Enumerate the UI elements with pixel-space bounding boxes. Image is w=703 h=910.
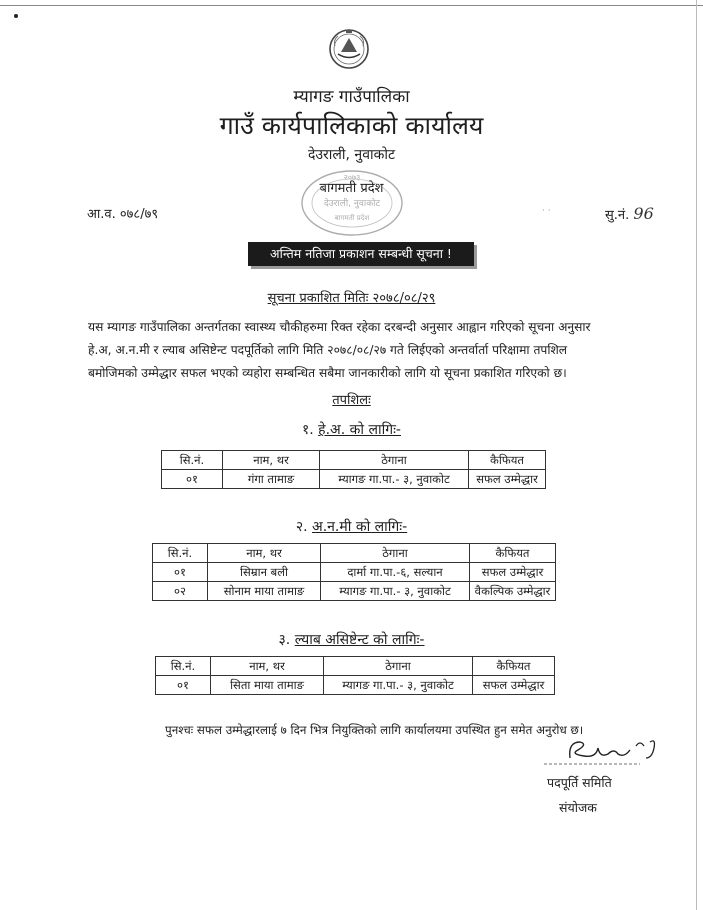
column-header: नाम, थर bbox=[208, 544, 321, 563]
column-header: ठेगाना bbox=[324, 657, 473, 676]
government-emblem-icon bbox=[327, 26, 371, 70]
reference-value: 96 bbox=[633, 204, 654, 223]
notice-body bbox=[88, 316, 615, 385]
table-cell: ०२ bbox=[153, 582, 208, 601]
section-label: हे.अ. को लागिः- bbox=[318, 422, 401, 438]
section-label: अ.न.मी को लागिः- bbox=[312, 519, 408, 535]
office-seal-stamp bbox=[298, 168, 406, 238]
results-table-lab-assistant bbox=[155, 656, 555, 695]
postscript-note: पुनश्चः सफल उम्मेद्धारलाई ७ दिन भित्र नियुक्तिको लागि कार्यालयमा उपस्थित हुन समेत अनुरोध छ। bbox=[165, 723, 584, 737]
section-title-health-assistant bbox=[0, 420, 703, 439]
published-date: सूचना प्रकाशित मितिः २०७८/०८/२९ bbox=[267, 291, 436, 306]
details-heading: तपशिलः bbox=[332, 393, 371, 408]
province-name: बागमती प्रदेश bbox=[319, 181, 384, 196]
office-address: देउराली, नुवाकोट bbox=[307, 147, 396, 163]
scan-specks: · · bbox=[542, 206, 551, 216]
table-cell: सिता माया तामाङ bbox=[211, 676, 324, 695]
column-header: ठेगाना bbox=[321, 544, 470, 563]
results-table-health-assistant bbox=[161, 450, 546, 489]
table-cell: सोनाम माया तामाङ bbox=[208, 582, 321, 601]
table-cell: दार्मा गा.पा.-६, सल्यान bbox=[321, 563, 470, 582]
table-row bbox=[153, 563, 556, 582]
notice-body-line: यस म्यागङ गाउँपालिका अन्तर्गतका स्वास्थ्य चौकीहरुमा रिक्त रहेका दरबन्दी अनुसार आह्वान गरिएको सूचना अनुसार bbox=[88, 320, 591, 334]
table-cell: म्यागङ गा.पा.- ३, नुवाकोट bbox=[320, 470, 469, 489]
table-header-row bbox=[162, 451, 546, 470]
results-table-anm bbox=[152, 543, 556, 601]
table-cell: सफल उम्मेद्धार bbox=[470, 563, 556, 582]
table-header-row bbox=[153, 544, 556, 563]
column-header: सि.नं. bbox=[162, 451, 223, 470]
table-cell: सफल उम्मेद्धार bbox=[473, 676, 555, 695]
table-cell: सफल उम्मेद्धार bbox=[469, 470, 546, 489]
column-header: कैफियत bbox=[470, 544, 556, 563]
notice-title-box: अन्तिम नतिजा प्रकाशन सम्बन्धी सूचना ! bbox=[248, 242, 474, 266]
fiscal-year: आ.व. ०७८/७९ bbox=[87, 207, 159, 222]
table-cell: गंगा तामाङ bbox=[223, 470, 320, 489]
committee-name: पदपूर्ति समिति bbox=[547, 775, 612, 790]
column-header: सि.नं. bbox=[156, 657, 211, 676]
column-header: सि.नं. bbox=[153, 544, 208, 563]
table-row bbox=[153, 582, 556, 601]
column-header: ठेगाना bbox=[320, 451, 469, 470]
section-number: १. bbox=[301, 422, 314, 438]
column-header: कैफियत bbox=[469, 451, 546, 470]
stamp-province: बागमती प्रदेश bbox=[334, 214, 370, 222]
table-row bbox=[156, 676, 555, 695]
table-cell: वैकल्पिक उम्मेद्धार bbox=[470, 582, 556, 601]
notice-body-line: बमोजिमको उम्मेद्धार सफल भएको व्यहोरा सम्बन्धित सबैमा जानकारीको लागि यो सूचना प्रकाशित गरिएको छ। bbox=[88, 366, 567, 380]
column-header: नाम, थर bbox=[211, 657, 324, 676]
scan-top-edge bbox=[0, 5, 703, 6]
table-cell: ०१ bbox=[162, 470, 223, 489]
table-cell: म्यागङ गा.पा.- ३, नुवाकोट bbox=[321, 582, 470, 601]
section-label: ल्याब असिष्टेन्ट को लागिः- bbox=[294, 632, 425, 648]
section-number: २. bbox=[295, 519, 308, 535]
column-header: नाम, थर bbox=[223, 451, 320, 470]
table-cell: ०१ bbox=[156, 676, 211, 695]
table-header-row bbox=[156, 657, 555, 676]
signature bbox=[540, 728, 670, 774]
municipality-name: म्यागङ गाउँपालिका bbox=[293, 87, 410, 107]
table-cell: सिम्रान बली bbox=[208, 563, 321, 582]
stamp-year: २०७३ bbox=[343, 173, 361, 182]
section-title-lab-assistant bbox=[0, 630, 703, 649]
table-cell: ०१ bbox=[153, 563, 208, 582]
table-cell: म्यागङ गा.पा.- ३, नुवाकोट bbox=[324, 676, 473, 695]
section-number: ३. bbox=[278, 632, 291, 648]
table-row bbox=[162, 470, 546, 489]
section-title-anm bbox=[0, 517, 703, 536]
reference-prefix: सु.नं. bbox=[605, 208, 630, 223]
scan-dot bbox=[14, 14, 18, 18]
office-name: गाउँ कार्यपालिकाको कार्यालय bbox=[219, 111, 484, 140]
coordinator-title: संयोजक bbox=[559, 800, 597, 815]
notice-body-line: हे.अ, अ.न.मी र ल्याब असिष्टेन्ट पदपूर्तिको लागि मिति २०७८/०८/२७ गते लिईएको अन्तर्वार्ता परिक्षामा तपशिल bbox=[88, 343, 568, 357]
column-header: कैफियत bbox=[473, 657, 555, 676]
stamp-address: देउराली, नुवाकोट bbox=[324, 199, 380, 209]
reference-number bbox=[605, 204, 654, 223]
